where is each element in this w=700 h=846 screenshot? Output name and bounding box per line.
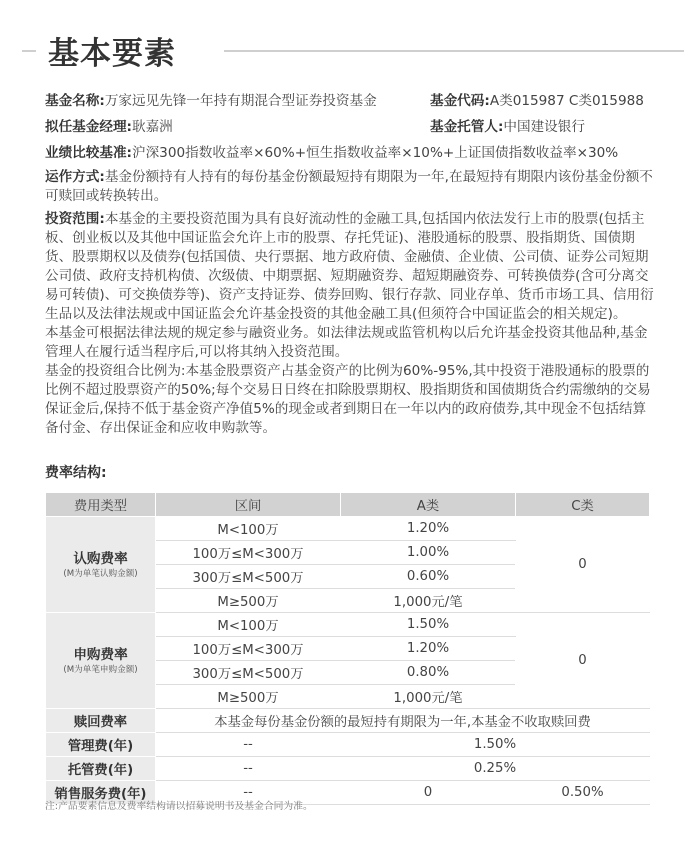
- scope-label: 投资范围:: [45, 211, 105, 227]
- scope-text-financing: 本基金可根据法律法规的规定参与融资业务。如法律法规或监管机构以后允许基金投资其他品种,基金管理人在履行适当程序后,可以将其纳入投资范围。: [45, 325, 648, 360]
- fee-table: [45, 492, 650, 805]
- benchmark-row: [45, 144, 618, 163]
- subscription-rate-a: 0.60%: [341, 565, 516, 589]
- fund-name: 万家远见先锋一年持有期混合型证券投资基金: [104, 93, 377, 109]
- sales-fee-a: 0: [341, 781, 516, 805]
- purchase-range: M≥500万: [156, 685, 341, 709]
- purchase-fee-name: 申购费率: [73, 646, 128, 663]
- management-fee-name: 管理费(年): [46, 733, 156, 757]
- fee-section-title: 费率结构:: [45, 465, 107, 481]
- subscription-fee-note: (M为单笔认购金额): [63, 568, 138, 579]
- sales-fee-name: 销售服务费(年): [46, 781, 156, 805]
- header-range: 区间: [156, 493, 341, 517]
- custodian-label: 基金托管人:: [430, 119, 504, 135]
- header-class-c: C类: [516, 493, 650, 517]
- subscription-rate-a: 1.00%: [341, 541, 516, 565]
- fund-code-label: 基金代码:: [430, 93, 490, 109]
- purchase-range: 300万≤M<500万: [156, 661, 341, 685]
- purchase-rate-a: 1,000元/笔: [341, 685, 516, 709]
- header-divider-left: [22, 50, 36, 52]
- sales-fee-c: 0.50%: [516, 781, 650, 805]
- table-row: [46, 613, 650, 637]
- management-fee-value: 1.50%: [341, 733, 650, 757]
- investment-scope-paragraph: [45, 210, 657, 438]
- purchase-fee-cell: [46, 613, 156, 709]
- purchase-fee-note: (M为单笔申购金额): [63, 664, 138, 675]
- subscription-range: M≥500万: [156, 589, 341, 613]
- custody-fee-range: --: [156, 757, 341, 781]
- benchmark-text: 沪深300指数收益率×60%+恒生指数收益率×10%+上证国债指数收益率×30%: [132, 145, 619, 161]
- custodian-row: [430, 118, 585, 137]
- scope-text-portfolio: 基金的投资组合比例为:本基金股票资产占基金资产的比例为60%-95%,其中投资于港股通标的股票的比例不超过股票资产的50%;每个交易日日终在扣除股票期权、股指期货和国债期货合约需缴纳的交易保证金后,保持不低于基金资产净值5%的现金或者到期日在一年以内的政府债券,其中现金不包括结算备付金、存出保证金和应收申购款等。: [45, 363, 651, 436]
- fund-code-row: [430, 92, 644, 111]
- scope-text: 本基金的主要投资范围为具有良好流动性的金融工具,包括国内依法发行上市的股票(包括主板、创业板以及其他中国证监会允许上市的股票、存托凭证)、港股通标的股票、股指期货、国债期货、股票期权以及债券(包括国债、央行票据、地方政府债、金融债、企业债、公司债、证券公司短期公司债、政府支持机构债、次级债、中期票据、短期融资券、超短期融资券、可转换债券(含可分离交易可转债)、可交换债券等)、资产支持证券、债券回购、银行存款、同业存单、货币市场工具、信用衍生品以及法律法规或中国证监会允许基金投资的其他金融工具(但须符合中国证监会的相关规定)。: [45, 211, 654, 322]
- manager-row: [45, 118, 173, 137]
- table-row: [46, 733, 650, 757]
- custody-fee-value: 0.25%: [341, 757, 650, 781]
- table-row: [46, 517, 650, 541]
- page-title: 基本要素: [48, 36, 176, 72]
- subscription-fee-name: 认购费率: [73, 550, 128, 567]
- operation-text: 基金份额持有人持有的每份基金份额最短持有期限为一年,在最短持有期限内该份基金份额不可赎回或转换转出。: [45, 169, 653, 204]
- header-divider-right: [224, 50, 684, 52]
- operation-paragraph: [45, 168, 657, 206]
- subscription-rate-a: 1,000元/笔: [341, 589, 516, 613]
- redemption-fee-name: 赎回费率: [46, 709, 156, 733]
- purchase-rate-a: 0.80%: [341, 661, 516, 685]
- manager-name: 耿嘉洲: [132, 119, 173, 135]
- purchase-rate-a: 1.50%: [341, 613, 516, 637]
- subscription-rate-a: 1.20%: [341, 517, 516, 541]
- subscription-fee-cell: [46, 517, 156, 613]
- header-fee-type: 费用类型: [46, 493, 156, 517]
- table-row: [46, 757, 650, 781]
- fund-code: A类015987 C类015988: [489, 93, 644, 109]
- management-fee-range: --: [156, 733, 341, 757]
- custody-fee-name: 托管费(年): [46, 757, 156, 781]
- header-class-a: A类: [341, 493, 516, 517]
- benchmark-label: 业绩比较基准:: [45, 145, 132, 161]
- footnote: 注:产品要素信息及费率结构请以招募说明书及基金合同为准。: [45, 801, 313, 812]
- subscription-range: M<100万: [156, 517, 341, 541]
- custodian-name: 中国建设银行: [503, 119, 585, 135]
- purchase-range: M<100万: [156, 613, 341, 637]
- operation-label: 运作方式:: [45, 169, 105, 185]
- sales-fee-range: --: [156, 781, 341, 805]
- table-row: [46, 709, 650, 733]
- manager-label: 拟任基金经理:: [45, 119, 132, 135]
- fund-name-row: [45, 92, 377, 111]
- purchase-rate-c: 0: [516, 613, 650, 709]
- section-header: [22, 22, 682, 72]
- fee-table-header-row: [46, 493, 650, 517]
- fund-name-label: 基金名称:: [45, 93, 105, 109]
- subscription-range: 300万≤M<500万: [156, 565, 341, 589]
- purchase-rate-a: 1.20%: [341, 637, 516, 661]
- subscription-rate-c: 0: [516, 517, 650, 613]
- subscription-range: 100万≤M<300万: [156, 541, 341, 565]
- redemption-fee-text: 本基金每份基金份额的最短持有期限为一年,本基金不收取赎回费: [156, 709, 650, 733]
- purchase-range: 100万≤M<300万: [156, 637, 341, 661]
